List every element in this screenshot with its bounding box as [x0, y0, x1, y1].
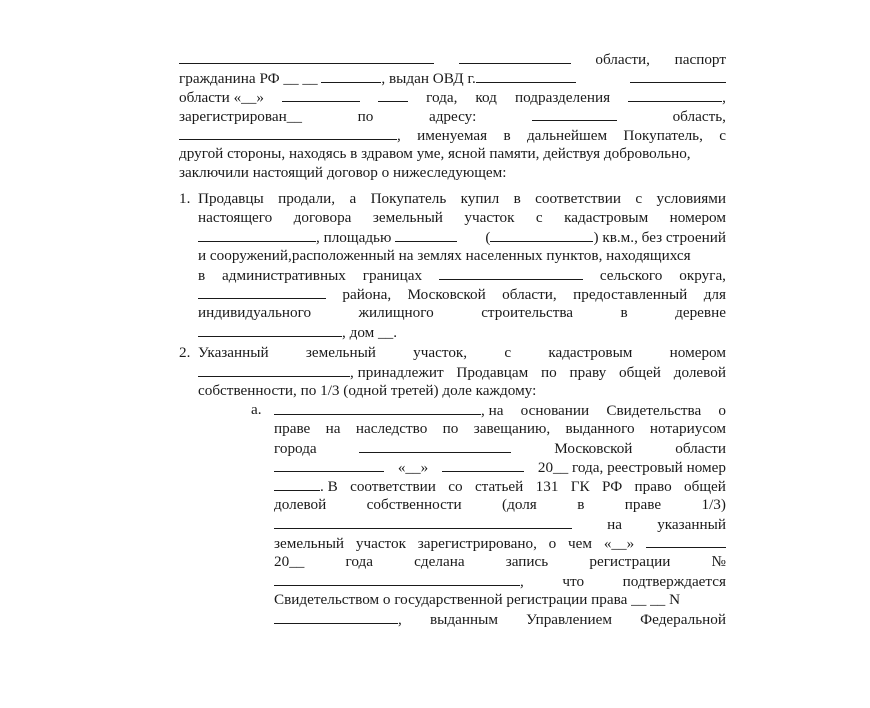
blank-field: [630, 68, 726, 83]
text: статьей: [474, 478, 524, 495]
text: праве: [274, 420, 311, 437]
blank-field: [179, 125, 397, 140]
text: с: [719, 127, 726, 144]
text: Продавцам: [456, 364, 529, 381]
text: выданным: [430, 611, 498, 628]
text: деревне: [675, 304, 726, 321]
text: области,: [502, 286, 557, 303]
text: договора: [293, 209, 352, 226]
text: заключили настоящий договор о нижеследующем:: [179, 164, 507, 181]
blank-field: [321, 68, 381, 83]
text: дальнейшем: [526, 127, 608, 144]
text: Продавцы: [198, 190, 264, 207]
text: в: [503, 127, 511, 144]
text: ,: [722, 89, 726, 106]
text: со: [448, 478, 463, 495]
text: о: [718, 402, 726, 419]
text: с: [535, 209, 543, 226]
text: зарегистрирован__: [179, 108, 302, 125]
text: для: [703, 286, 726, 303]
blank-field: [459, 49, 571, 64]
text: ,: [398, 611, 402, 628]
text: область,: [672, 108, 726, 125]
text: общей: [684, 478, 726, 495]
text: [628, 87, 726, 107]
text: [198, 227, 457, 247]
text: завещанию,: [473, 420, 551, 437]
blank-field: [274, 400, 481, 415]
text: праве: [624, 496, 662, 513]
text: округа,: [679, 267, 726, 284]
text: настоящего: [198, 209, 273, 226]
text: кадастровым: [548, 344, 633, 361]
text: земельный: [274, 535, 345, 552]
item1-line-7: [198, 303, 726, 322]
text: РФ: [602, 478, 623, 495]
blank-field: [274, 457, 384, 472]
text: паспорт: [674, 51, 726, 68]
text: №: [711, 553, 726, 570]
intro-line-7: [179, 163, 726, 182]
text: года,: [426, 89, 458, 106]
intro-line-1: [179, 49, 726, 68]
text: выданного: [565, 420, 635, 437]
sub-a-line-11: [274, 590, 726, 609]
text: соответствии: [535, 190, 621, 207]
text: Свидетельством о государственной регистрации права __ __ N: [274, 591, 681, 608]
text: года: [345, 553, 374, 570]
text: право: [634, 478, 672, 495]
text: ,: [397, 127, 401, 144]
text: Московской: [407, 286, 486, 303]
blank-field: [359, 438, 511, 453]
item1-line-4: [198, 246, 726, 265]
item2-line-1: [198, 343, 726, 362]
text: Покупатель: [370, 190, 447, 207]
text: участок,: [413, 344, 468, 361]
blank-field: [198, 284, 326, 299]
text: по: [541, 364, 557, 381]
text: . В: [320, 478, 338, 495]
text: индивидуального: [198, 304, 312, 321]
text: на: [325, 420, 341, 437]
text: «__»: [397, 459, 429, 476]
item1-line-1: [198, 189, 726, 208]
blank-field: [274, 514, 572, 529]
text: [179, 125, 401, 145]
sub-a-line-9: [274, 552, 726, 571]
text: [274, 571, 524, 591]
item2-line-3: [198, 381, 726, 400]
text: с: [635, 190, 643, 207]
blank-field: [439, 265, 583, 280]
text: собственности, по 1/3 (одной третей) доле каждому:: [198, 382, 537, 399]
text: Покупатель,: [623, 127, 703, 144]
text: границах: [362, 267, 423, 284]
blank-field: [476, 68, 576, 83]
text: подтверждается: [622, 573, 726, 590]
sub-a-line-6: [274, 495, 726, 514]
text: нотариусом: [649, 420, 726, 437]
text: района,: [342, 286, 392, 303]
blank-field: [628, 87, 722, 102]
text: области,: [595, 51, 650, 68]
intro-line-2: [179, 68, 726, 87]
text: [274, 400, 503, 420]
text: регистрации: [589, 553, 671, 570]
text: номером: [669, 344, 726, 361]
text: земельный: [305, 344, 376, 361]
text: Указанный: [198, 344, 269, 361]
text: города: [274, 440, 317, 457]
blank-field: [282, 87, 360, 102]
blank-field: [198, 322, 342, 337]
text: долевой: [274, 496, 327, 513]
list-number: 2.: [179, 344, 191, 361]
text: 1/3): [701, 496, 726, 513]
blank-field: [378, 87, 408, 102]
item1-line-6: [198, 284, 726, 303]
item1-line-2: [198, 208, 726, 227]
text: номером: [669, 209, 726, 226]
text: другой стороны, находясь в здравом уме, ясной памяти, действуя добровольно,: [179, 145, 691, 162]
text: , площадью: [316, 229, 392, 246]
text: Свидетельства: [606, 402, 702, 419]
text: в: [577, 496, 585, 513]
text: чем: [568, 535, 593, 552]
sub-a-line-8: [274, 533, 726, 552]
text: [274, 609, 402, 629]
text: соответствии: [350, 478, 436, 495]
blank-field: [274, 476, 320, 491]
text: , принадлежит: [350, 364, 444, 381]
intro-line-4: [179, 106, 726, 125]
text: общей: [619, 364, 661, 381]
text: в: [620, 304, 628, 321]
item1-line-3: [198, 227, 726, 246]
sub-a-line-12: [274, 609, 726, 628]
text: земельный: [372, 209, 443, 226]
text: в: [198, 267, 206, 284]
sub-a-line-10: [274, 571, 726, 590]
text: праву: [569, 364, 607, 381]
blank-field: [179, 49, 434, 64]
blank-field: [198, 227, 316, 242]
blank-field: [532, 106, 617, 121]
text: гражданина РФ __ __: [179, 70, 318, 87]
text: Федеральной: [640, 611, 726, 628]
text: Московской: [554, 440, 633, 457]
sub-a-line-7: [274, 514, 726, 533]
text: кадастровым: [564, 209, 649, 226]
text: 20__: [274, 553, 305, 570]
text: , дом __.: [342, 324, 398, 341]
text: долевой: [673, 364, 726, 381]
text: ГК: [570, 478, 590, 495]
blank-field: [395, 227, 457, 242]
text: сельского: [599, 267, 663, 284]
blank-field: [442, 457, 524, 472]
text: участок: [464, 209, 515, 226]
text: и сооружений,расположенный на землях населенных пунктов, находящихся: [198, 247, 691, 264]
blank-field: [490, 227, 593, 242]
text: 131: [535, 478, 559, 495]
text: области: [675, 440, 726, 457]
text: области «__»: [179, 89, 264, 106]
sub-a-line-4: [274, 457, 726, 476]
text: Управлением: [526, 611, 612, 628]
text: ) кв.м., без строений: [593, 229, 726, 246]
text: [274, 476, 338, 496]
text: по: [357, 108, 374, 125]
text: «__»: [603, 535, 635, 552]
text: запись: [505, 553, 549, 570]
text: подразделения: [514, 89, 611, 106]
intro-line-6: [179, 144, 726, 163]
text: (: [485, 229, 491, 246]
text: [198, 322, 397, 342]
text: [485, 227, 726, 247]
text: предоставленный: [573, 286, 688, 303]
text: [198, 362, 444, 382]
text: , выдан ОВД г.: [381, 70, 476, 87]
blank-field: [646, 533, 726, 548]
text: строительства: [481, 304, 574, 321]
intro-line-5: [179, 125, 726, 144]
text: условиями: [656, 190, 726, 207]
text: код: [475, 89, 497, 106]
text: 20__ года, реестровый номер: [537, 459, 726, 476]
text: [179, 68, 576, 88]
blank-field: [198, 362, 350, 377]
text: о: [548, 535, 557, 552]
sub-a-line-3: [274, 438, 726, 457]
sub-a-line-2: [274, 419, 726, 438]
intro-line-3: [179, 87, 726, 106]
text: участок: [355, 535, 406, 552]
text: купил: [460, 190, 500, 207]
text: жилищного: [358, 304, 434, 321]
list-letter: a.: [251, 401, 262, 418]
text: указанный: [657, 516, 726, 533]
text: именуемая: [417, 127, 488, 144]
list-number: 1.: [179, 190, 191, 207]
text: что: [562, 573, 585, 590]
text: сделана: [414, 553, 465, 570]
text: основании: [520, 402, 590, 419]
text: (доля: [502, 496, 537, 513]
text: а: [349, 190, 357, 207]
text: продали,: [278, 190, 336, 207]
text: административных: [222, 267, 346, 284]
item1-line-5: [198, 265, 726, 284]
blank-field: [274, 609, 398, 624]
text: в: [513, 190, 521, 207]
blank-field: [274, 571, 520, 586]
text: зарегистрировано,: [417, 535, 537, 552]
text: ,: [520, 573, 524, 590]
text: собственности: [366, 496, 462, 513]
sub-a-line-1: [274, 400, 726, 419]
text: по: [442, 420, 459, 437]
item2-line-2: [198, 362, 726, 381]
text: наследство: [355, 420, 428, 437]
item1-line-8: [198, 322, 726, 341]
sub-a-line-5: [274, 476, 726, 495]
text: адресу:: [428, 108, 477, 125]
text: с: [504, 344, 512, 361]
text: на: [607, 516, 623, 533]
text: , на: [481, 402, 504, 419]
